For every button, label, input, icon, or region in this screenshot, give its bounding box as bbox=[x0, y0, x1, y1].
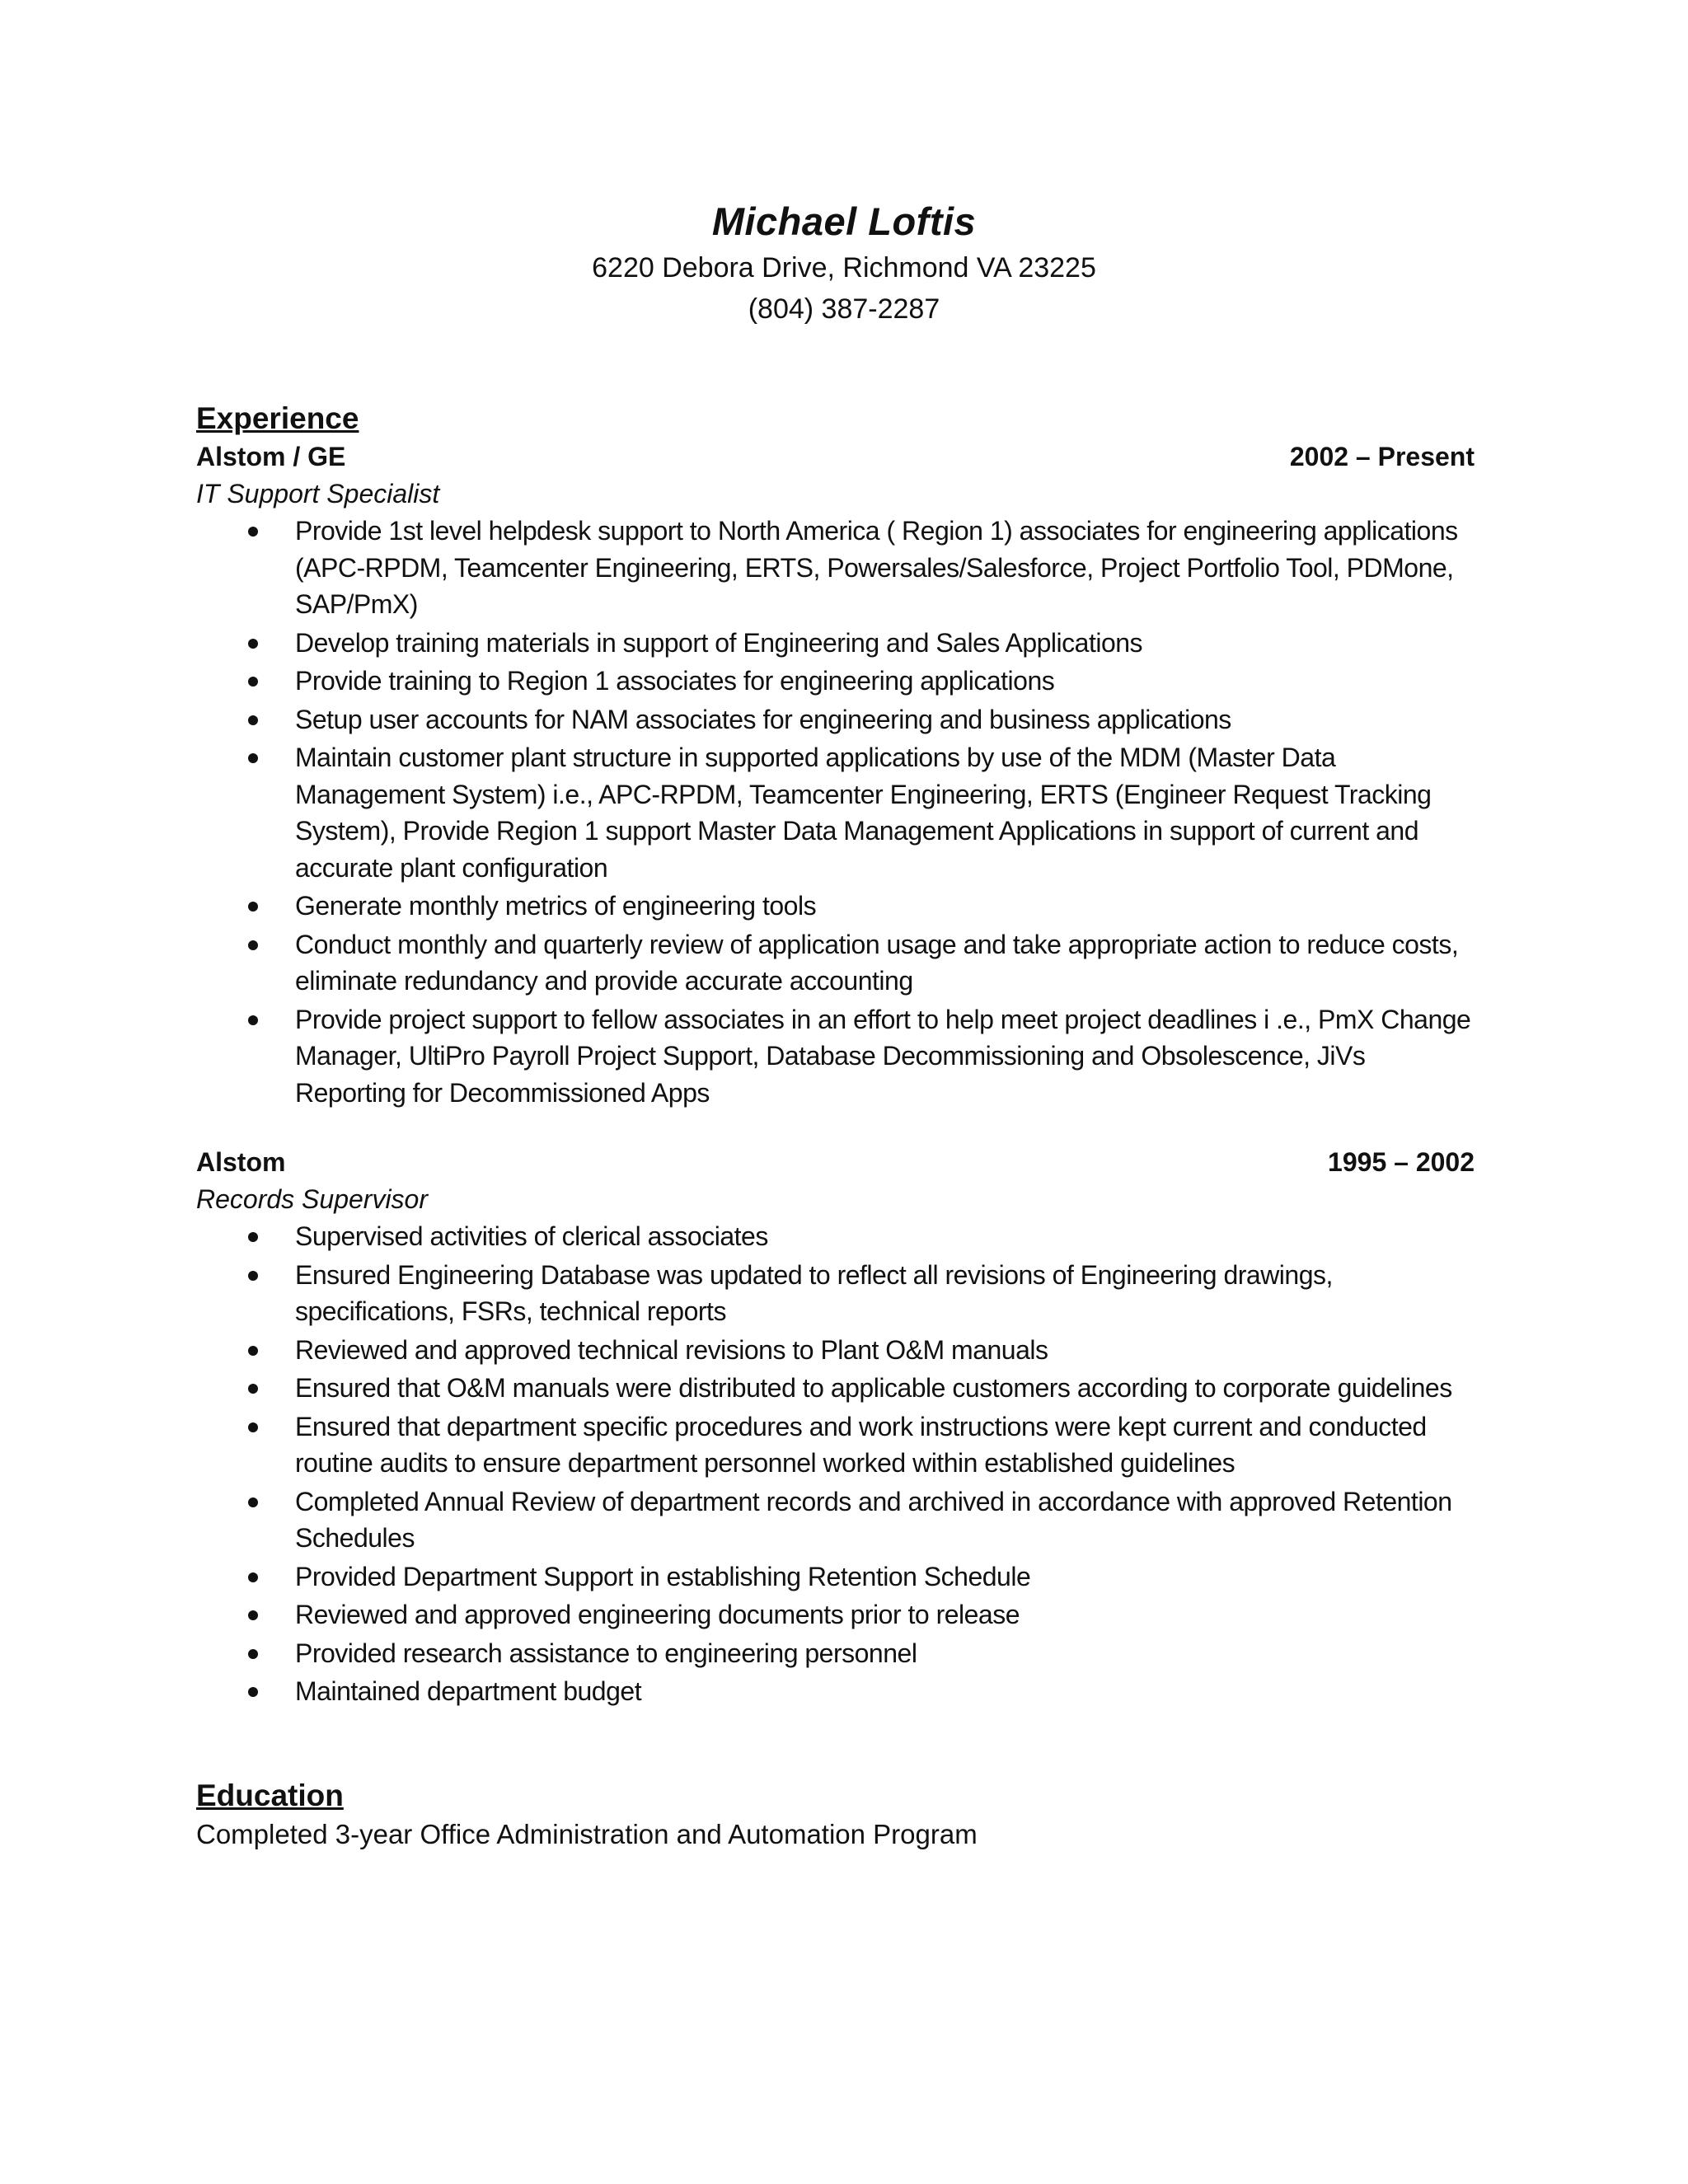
list-item bbox=[196, 739, 1482, 886]
job-entry bbox=[196, 1144, 1482, 1710]
bullet-icon bbox=[248, 1687, 258, 1697]
bullet-icon bbox=[248, 1346, 258, 1356]
bullet-icon bbox=[248, 1384, 258, 1394]
list-item-text: Supervised activities of clerical associates bbox=[295, 1221, 768, 1251]
list-item bbox=[196, 663, 1482, 700]
phone-line: (804) 387-2287 bbox=[748, 293, 940, 325]
resume-header bbox=[0, 196, 1688, 330]
list-item bbox=[196, 926, 1482, 1000]
job-title: IT Support Specialist bbox=[196, 479, 440, 509]
job-entry bbox=[196, 438, 1482, 1111]
list-item bbox=[196, 1483, 1482, 1557]
list-item bbox=[196, 1673, 1482, 1710]
list-item-text: Maintain customer plant structure in supported applications by use of the MDM (Master Data Management System) i.e., APC-RPDM, Teamcenter Engineering, ERTS (Engineer Request Tracking System), Provide Region 1 support Master Data Management Applications in support of current and accurate plant configuration bbox=[295, 743, 1432, 883]
list-item bbox=[196, 1257, 1482, 1330]
bullet-icon bbox=[248, 1232, 258, 1242]
list-item-text: Provided research assistance to engineering personnel bbox=[295, 1638, 917, 1668]
bullet-icon bbox=[248, 1422, 258, 1432]
list-item bbox=[196, 1218, 1482, 1255]
job-title: Records Supervisor bbox=[196, 1184, 428, 1214]
experience-heading: Experience bbox=[196, 401, 359, 435]
job-header bbox=[196, 1144, 1482, 1180]
list-item-text: Ensured that department specific procedures and work instructions were kept current and conducted routine audits to ensure department personnel worked within established guidelines bbox=[295, 1411, 1427, 1478]
list-item-text: Provided Department Support in establishing Retention Schedule bbox=[295, 1561, 1031, 1591]
job-company: Alstom / GE bbox=[196, 442, 346, 471]
candidate-name: Michael Loftis bbox=[711, 199, 977, 243]
resume-body bbox=[196, 399, 1482, 1854]
list-item bbox=[196, 513, 1482, 623]
list-item bbox=[196, 1332, 1482, 1369]
bullet-icon bbox=[248, 902, 258, 912]
list-item-text: Provide project support to fellow associates in an effort to help meet project deadlines i .e., PmX Change Manager, UltiPro Payroll Project Support, Database Decommissioning and Obsolescence, JiVs Reporting for Decommissioned Apps bbox=[295, 1004, 1471, 1108]
bullet-icon bbox=[248, 1497, 258, 1507]
list-item-text: Maintained department budget bbox=[295, 1676, 642, 1706]
bullet-icon bbox=[248, 1649, 258, 1659]
bullet-icon bbox=[248, 1015, 258, 1025]
bullet-icon bbox=[248, 1610, 258, 1620]
list-item-text: Reviewed and approved engineering documents prior to release bbox=[295, 1600, 1020, 1629]
spacer bbox=[196, 1113, 1482, 1144]
job-dates: 2002 – Present bbox=[1289, 442, 1475, 471]
bullet-icon bbox=[248, 677, 258, 687]
bullet-icon bbox=[248, 753, 258, 763]
bullet-icon bbox=[248, 940, 258, 950]
list-item bbox=[196, 1635, 1482, 1672]
list-item-text: Setup user accounts for NAM associates for engineering and business applications bbox=[295, 704, 1231, 734]
bullet-icon bbox=[248, 527, 258, 537]
list-item bbox=[196, 1558, 1482, 1596]
job-duties-list bbox=[196, 1218, 1482, 1710]
list-item bbox=[196, 1370, 1482, 1407]
bullet-icon bbox=[248, 1572, 258, 1582]
list-item bbox=[196, 625, 1482, 662]
job-dates: 1995 – 2002 bbox=[1328, 1147, 1475, 1177]
education-text: Completed 3-year Office Administration and Automation Program bbox=[196, 1818, 978, 1849]
list-item-text: Ensured that O&M manuals were distributed to applicable customers according to corporate guidelines bbox=[295, 1373, 1452, 1403]
address-line: 6220 Debora Drive, Richmond VA 23225 bbox=[592, 252, 1096, 284]
bullet-icon bbox=[248, 639, 258, 649]
list-item bbox=[196, 888, 1482, 925]
list-item-text: Generate monthly metrics of engineering tools bbox=[295, 891, 817, 921]
job-header bbox=[196, 438, 1482, 475]
bullet-icon bbox=[248, 1271, 258, 1281]
education-heading: Education bbox=[196, 1778, 344, 1812]
bullet-icon bbox=[248, 715, 258, 725]
job-duties-list bbox=[196, 513, 1482, 1111]
list-item bbox=[196, 1408, 1482, 1482]
list-item-text: Ensured Engineering Database was updated to reflect all revisions of Engineering drawings, specifications, FSRs, technical reports bbox=[295, 1259, 1333, 1326]
list-item bbox=[196, 1596, 1482, 1633]
list-item bbox=[196, 1001, 1482, 1112]
job-company: Alstom bbox=[196, 1147, 286, 1177]
list-item-text: Provide training to Region 1 associates for engineering applications bbox=[295, 666, 1055, 696]
list-item-text: Provide 1st level helpdesk support to North America ( Region 1) associates for engineering applications (APC-RPDM, Teamcenter Engineering, ERTS, Powersales/Salesforce, Project Portfolio Tool, PDMone, SAP/PmX) bbox=[295, 516, 1458, 619]
list-item-text: Reviewed and approved technical revisions to Plant O&M manuals bbox=[295, 1334, 1048, 1365]
list-item bbox=[196, 701, 1482, 738]
list-item-text: Develop training materials in support of Engineering and Sales Applications bbox=[295, 627, 1143, 658]
list-item-text: Completed Annual Review of department records and archived in accordance with approved Retention Schedules bbox=[295, 1486, 1452, 1553]
list-item-text: Conduct monthly and quarterly review of application usage and take appropriate action to reduce costs, eliminate redundancy and provide accurate accounting bbox=[295, 929, 1459, 996]
spacer bbox=[196, 1712, 1482, 1776]
